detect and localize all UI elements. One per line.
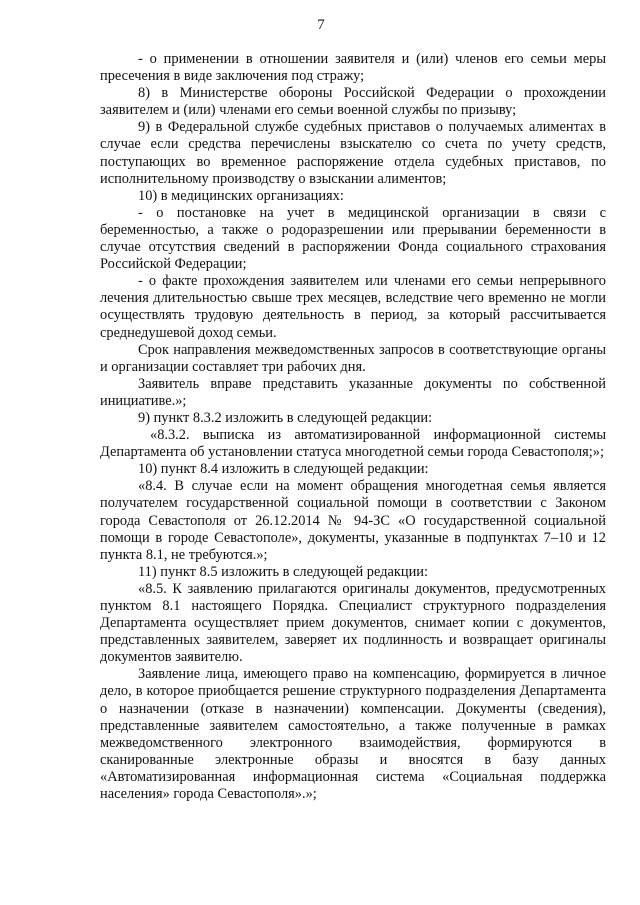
paragraph-amend-8-5: 11) пункт 8.5 изложить в следующей редакции:	[138, 563, 429, 580]
paragraph-treatment: - о факте прохождения заявителем или членами его семьи непрерывного лечения длительностью свыше трех месяцев, вследствие чего временно не могли осуществлять трудовую деятельность в период, за который рассчитывается среднедушевой доход семьи.	[100, 273, 606, 341]
paragraph-item-9: 9) в Федеральной службе судебных приставов о получаемых алиментах в случае если средства перечислены взыскателю со счета по учету средств, поступающих во временное распоряжение отдела судебных приставов, по исполнительному производству о взыскании алиментов;	[100, 119, 606, 187]
paragraph-detention: - о применении в отношении заявителя и (или) членов его семьи меры пресечения в виде заключения под стражу;	[100, 51, 606, 85]
paragraph-text-8-3-2: «8.3.2. выписка из автоматизированной информационной системы Департамента об установлении статуса многодетной семьи города Севастополя;»;	[100, 427, 606, 461]
paragraph-personal-file: Заявление лица, имеющего право на компенсацию, формируется в личное дело, в которое приобщается решение структурного подразделения Департамента о назначении (отказе в назначении) компенсации. Документы (сведения), представленные заявителем самостоятельно, а также полученные в рамках межведомственного электронного взаимодействия, формируются в сканированные электронные образы и вносятся в базу данных «Автоматизированная информационная система «Социальная поддержка населения» города Севастополя».»;	[100, 666, 606, 803]
paragraph-amend-8-4: 10) пункт 8.4 изложить в следующей редакции:	[138, 461, 429, 478]
paragraph-pregnancy: - о постановке на учет в медицинской организации в связи с беременностью, а также о родоразрешении или прерывании беременности в случае отсутствия сведений в распоряжении Фонда социального страхования Российской Федерации;	[100, 204, 606, 273]
paragraph-amend-8-3-2: 9) пункт 8.3.2 изложить в следующей редакции:	[138, 409, 433, 426]
paragraph-own-initiative: Заявитель вправе представить указанные документы по собственной инициативе.»;	[100, 375, 606, 409]
paragraph-request-deadline: Срок направления межведомственных запросов в соответствующие органы и организации составляет три рабочих дня.	[100, 341, 606, 375]
paragraph-item-8: 8) в Министерстве обороны Российской Федерации о прохождении заявителем и (или) членами его семьи военной службы по призыву;	[100, 85, 606, 119]
paragraph-text-8-4: «8.4. В случае если на момент обращения многодетная семья является получателем государственной социальной помощи в соответствии с Законом города Севастополя от 26.12.2014 № 94-ЗС «О государственной социальной помощи в городе Севастополе», документы, указанные в подпунктах 7–10 и 12 пункта 8.1, не требуются.»;	[100, 478, 606, 563]
page-number: 7	[317, 17, 325, 33]
paragraph-item-10: 10) в медицинских организациях:	[138, 187, 344, 204]
paragraph-text-8-5: «8.5. К заявлению прилагаются оригиналы документов, предусмотренных пунктом 8.1 настоящего Порядка. Специалист структурного подразделения Департамента осуществляет прием документов, снимает копии с документов, представленных заявителем, заверяет их подлинность и возвращает оригиналы документов заявителю.	[100, 580, 606, 666]
